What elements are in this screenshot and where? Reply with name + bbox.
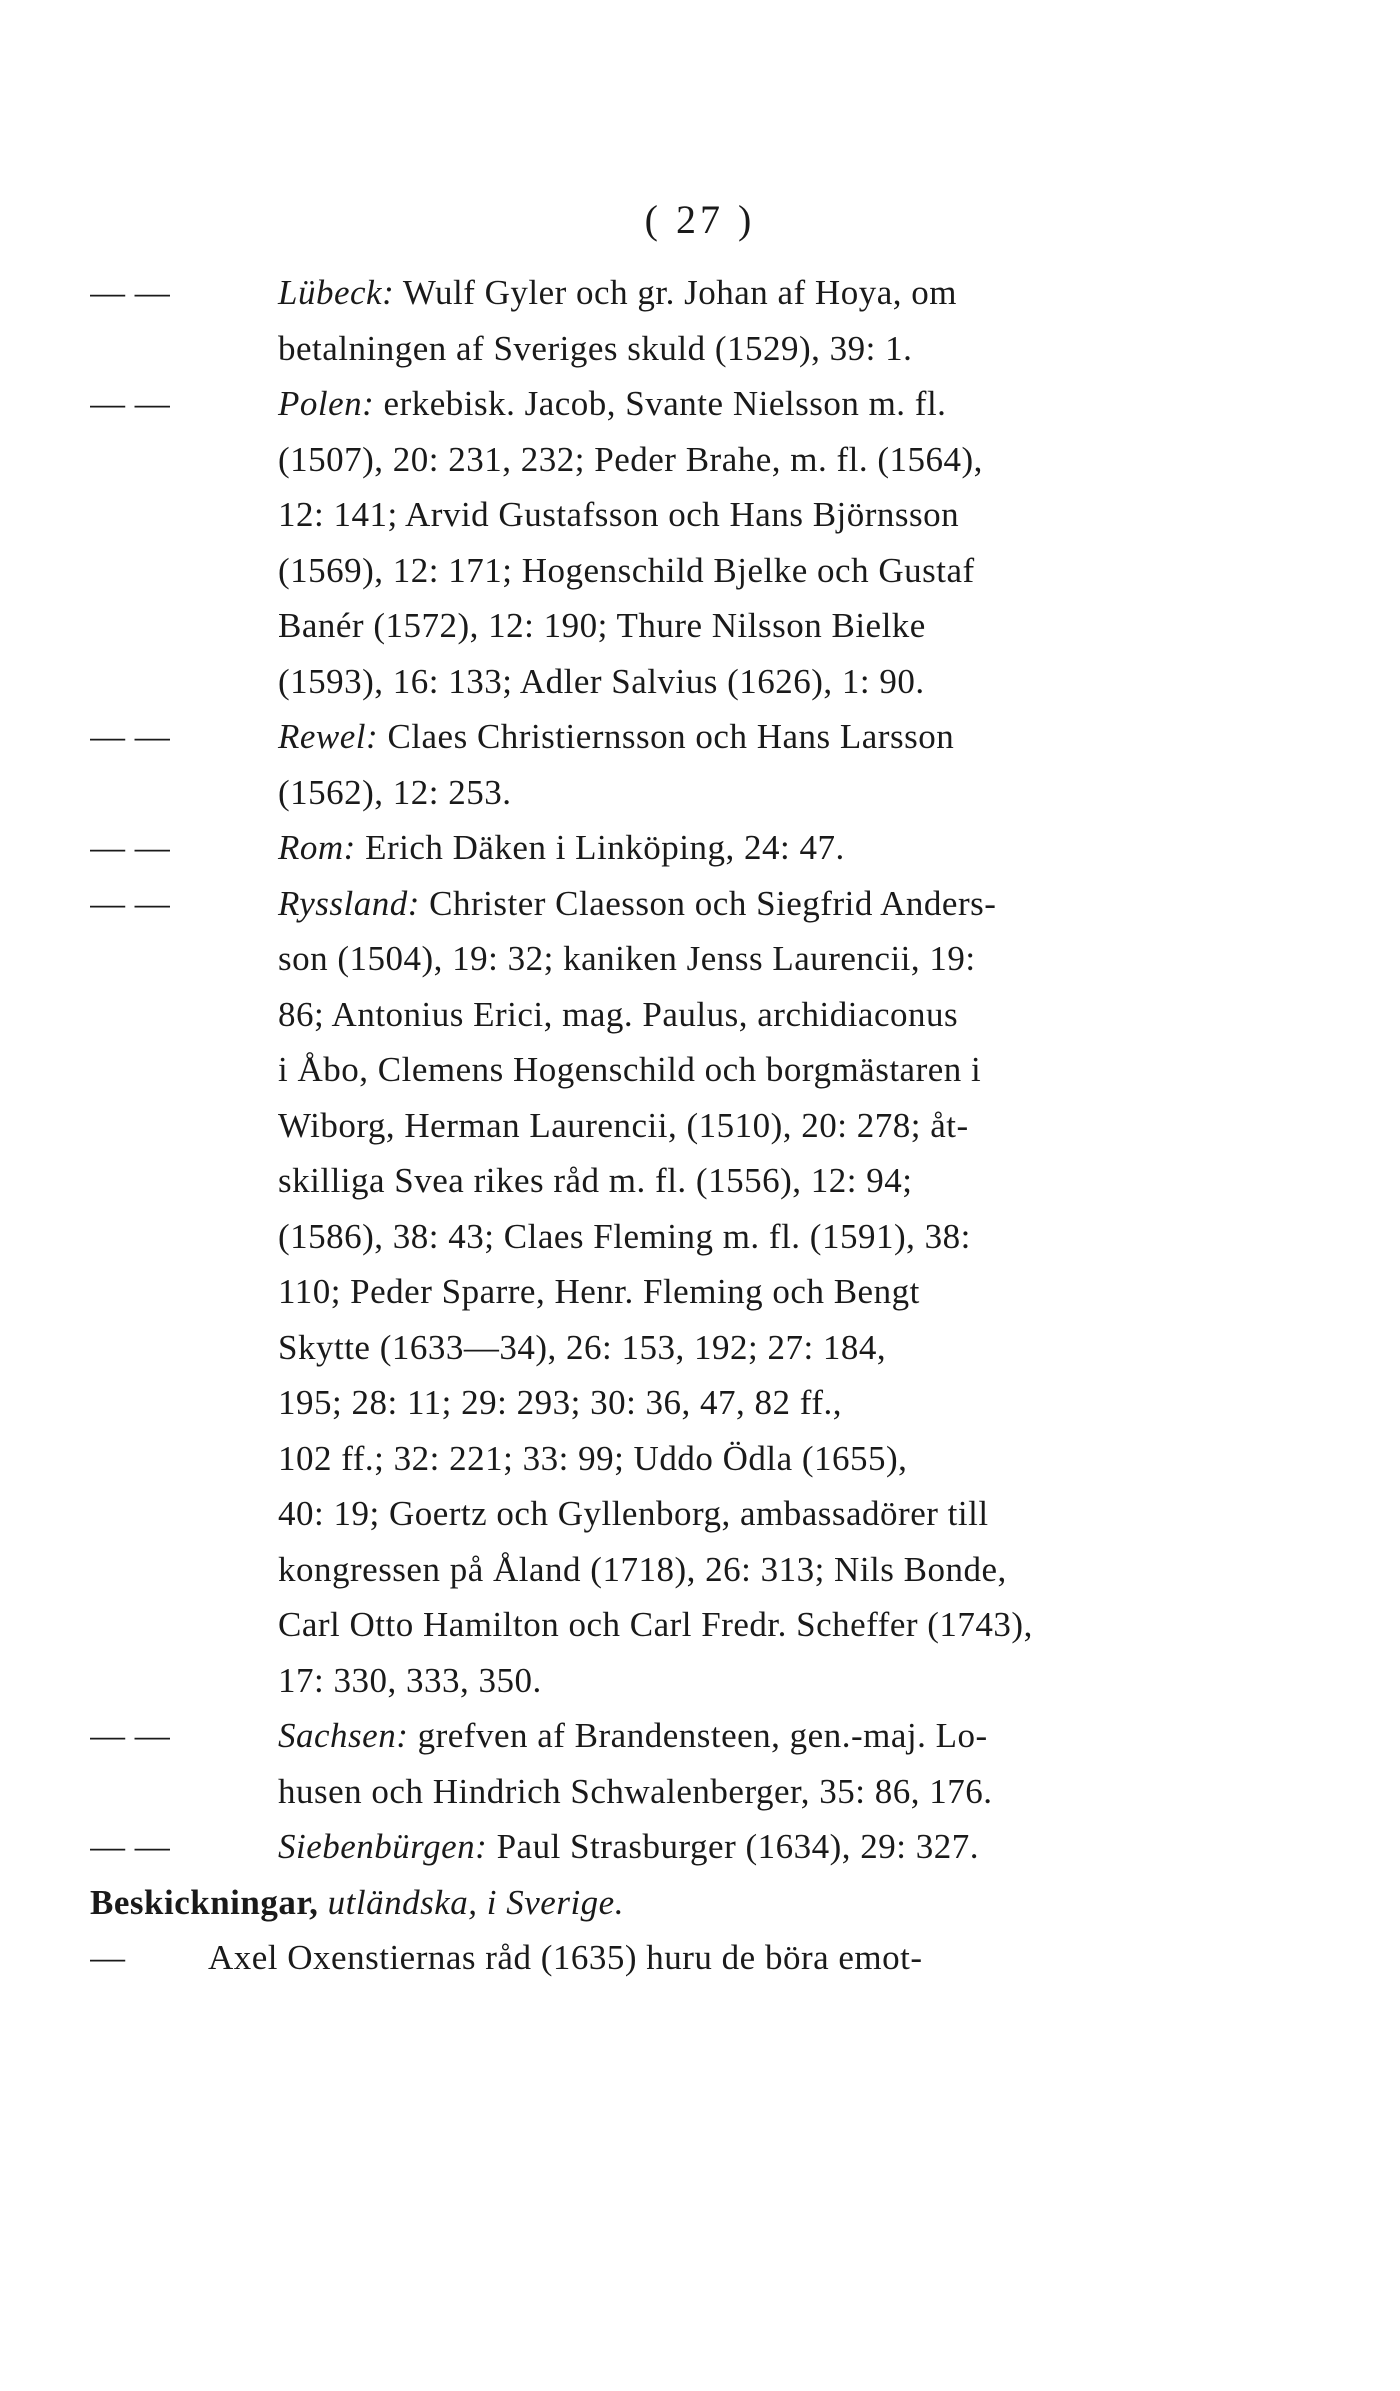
entry-text: erkebisk. Jacob, Svante Nielsson m. fl.	[383, 384, 947, 423]
continuation-line: Skytte (1633—34), 26: 153, 192; 27: 184,	[278, 1327, 887, 1367]
entry-dash: — —	[90, 828, 171, 867]
entry-line-polen	[90, 376, 1150, 432]
entry-line-rom	[90, 820, 1150, 876]
place-name: Sachsen:	[278, 1716, 409, 1755]
continuation-line: 17: 330, 333, 350.	[278, 1660, 542, 1700]
continuation-line: betalningen af Sveriges skuld (1529), 39: 1.	[278, 328, 913, 368]
place-name: Rom:	[278, 828, 356, 867]
entry-text: Claes Christiernsson och Hans Larsson	[387, 717, 955, 756]
continuation-line: Wiborg, Herman Laurencii, (1510), 20: 278; åt-	[278, 1105, 969, 1145]
continuation-line: 12: 141; Arvid Gustafsson och Hans Björnsson	[278, 495, 960, 534]
entry-dash: — —	[90, 883, 171, 923]
continuation-line: 102 ff.; 32: 221; 33: 99; Uddo Ödla (1655),	[278, 1438, 908, 1478]
heading-qualifier: utländska, i Sverige.	[327, 1882, 624, 1922]
continuation-line: (1569), 12: 171; Hogenschild Bjelke och Gustaf	[278, 550, 975, 590]
entry-line-siebenburgen	[90, 1819, 1150, 1875]
continuation-line: son (1504), 19: 32; kaniken Jenss Laurencii, 19:	[278, 939, 976, 978]
page-number: ( 27 )	[644, 197, 756, 242]
entry-line-oxenstierna	[90, 1930, 1150, 1986]
entry-dash: —	[90, 1938, 126, 1977]
place-name: Ryssland:	[278, 883, 420, 923]
continuation-line: i Åbo, Clemens Hogenschild och borgmästaren i	[278, 1050, 982, 1089]
entry-dash: — —	[90, 384, 171, 423]
continuation-line: 195; 28: 11; 29: 293; 30: 36, 47, 82 ff.,	[278, 1383, 842, 1422]
continuation-line: Banér (1572), 12: 190; Thure Nilsson Bielke	[278, 606, 926, 645]
place-name: Siebenbürgen:	[278, 1827, 488, 1866]
entry-line-rewel	[90, 709, 1150, 765]
continuation-line: 110; Peder Sparre, Henr. Fleming och Bengt	[278, 1272, 920, 1311]
continuation-line: husen och Hindrich Schwalenberger, 35: 86, 176.	[278, 1771, 993, 1811]
continuation-line: Carl Otto Hamilton och Carl Fredr. Scheffer (1743),	[278, 1605, 1033, 1644]
entry-line-lubeck	[90, 265, 1150, 321]
heading-term: Beskickningar,	[90, 1882, 319, 1922]
entry-line-sachsen	[90, 1708, 1150, 1764]
entry-dash: — —	[90, 1827, 171, 1866]
entry-text: Wulf Gyler och gr. Johan af Hoya, om	[402, 273, 957, 312]
continuation-line: 86; Antonius Erici, mag. Paulus, archidiaconus	[278, 994, 959, 1034]
entry-text: Axel Oxenstiernas råd (1635) huru de böra emot-	[208, 1938, 923, 1977]
place-name: Lübeck:	[278, 273, 395, 312]
section-heading	[90, 1875, 1150, 1931]
text-block	[90, 265, 1150, 1986]
continuation-line: (1593), 16: 133; Adler Salvius (1626), 1: 90.	[278, 661, 925, 701]
entry-dash: — —	[90, 1716, 171, 1755]
continuation-line: skilliga Svea rikes råd m. fl. (1556), 12: 94;	[278, 1161, 913, 1200]
continuation-line: (1562), 12: 253.	[278, 772, 512, 812]
continuation-line: (1586), 38: 43; Claes Fleming m. fl. (1591), 38:	[278, 1216, 971, 1256]
entry-text: Paul Strasburger (1634), 29: 327.	[496, 1827, 980, 1866]
place-name: Rewel:	[278, 717, 379, 756]
place-name: Polen:	[278, 384, 375, 423]
continuation-line: 40: 19; Goertz och Gyllenborg, ambassadörer till	[278, 1494, 989, 1533]
entry-line-ryssland	[90, 876, 1150, 932]
entry-dash: — —	[90, 717, 171, 756]
continuation-line: kongressen på Åland (1718), 26: 313; Nils Bonde,	[278, 1549, 1007, 1589]
entry-text: Erich Däken i Linköping, 24: 47.	[365, 828, 845, 867]
entry-text: grefven af Brandensteen, gen.-maj. Lo-	[417, 1716, 988, 1755]
entry-dash: — —	[90, 273, 171, 312]
entry-text: Christer Claesson och Siegfrid Anders-	[429, 883, 997, 923]
continuation-line: (1507), 20: 231, 232; Peder Brahe, m. fl. (1564),	[278, 439, 983, 479]
